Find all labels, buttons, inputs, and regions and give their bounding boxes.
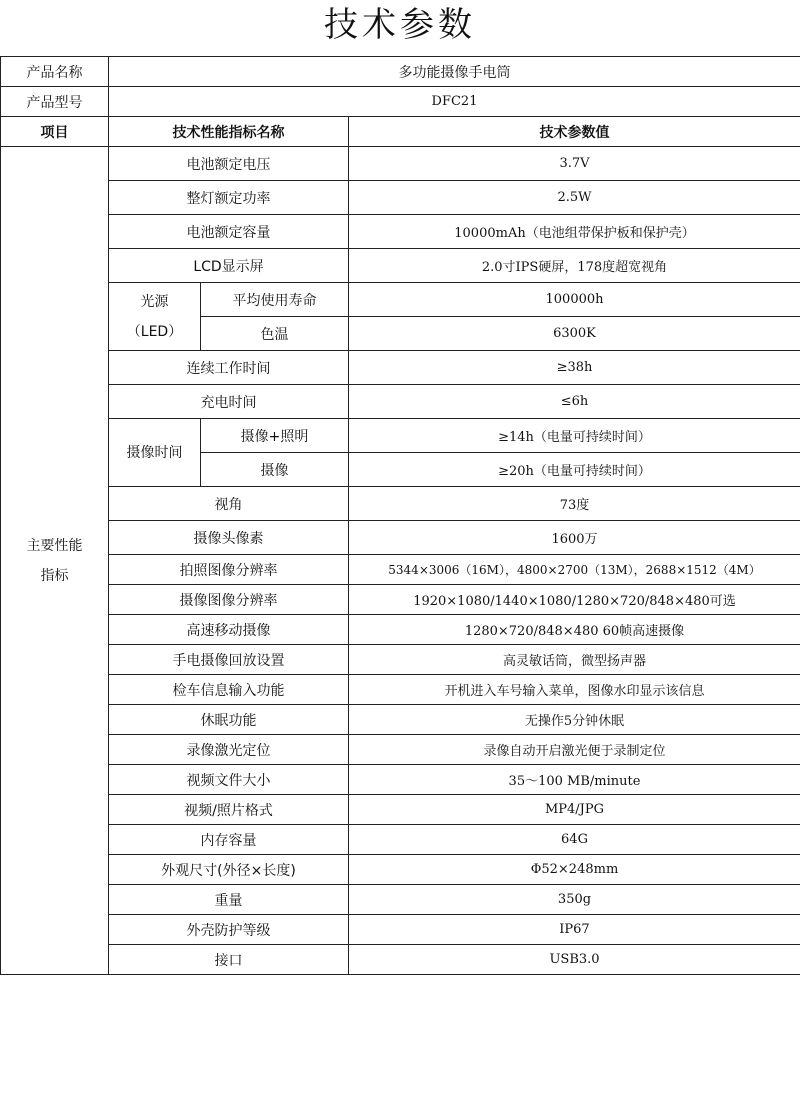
light-source-label-line: （LED） (126, 323, 183, 340)
spec-name: 摄像图像分辨率 (109, 585, 349, 615)
table-row (1, 645, 800, 675)
spec-name: 外观尺寸(外径×长度) (109, 855, 349, 885)
product-name-value: 多功能摄像手电筒 (109, 57, 800, 87)
group-label-line: 指标 (40, 567, 69, 584)
header-spec-value: 技术参数值 (349, 117, 800, 147)
spec-value: ≥14h（电量可持续时间） (349, 419, 800, 453)
light-source-label (109, 283, 201, 351)
table-row (1, 855, 800, 885)
spec-name: 休眠功能 (109, 705, 349, 735)
spec-name: 连续工作时间 (109, 351, 349, 385)
table-row (1, 147, 800, 181)
spec-name: 手电摄像回放设置 (109, 645, 349, 675)
spec-name: 摄像 (201, 453, 349, 487)
product-model-label: 产品型号 (1, 87, 109, 117)
table-row (1, 825, 800, 855)
product-name-label: 产品名称 (1, 57, 109, 87)
light-source-label-line: 光源 (140, 293, 169, 310)
table-row (1, 585, 800, 615)
table-row (1, 765, 800, 795)
table-row (1, 885, 800, 915)
table-row (1, 419, 800, 453)
spec-value: USB3.0 (349, 945, 800, 975)
spec-name: 内存容量 (109, 825, 349, 855)
spec-value: 1280×720/848×480 60帧高速摄像 (349, 615, 800, 645)
table-row (1, 181, 800, 215)
table-row (1, 283, 800, 317)
spec-value: 100000h (349, 283, 800, 317)
header-spec-name: 技术性能指标名称 (109, 117, 349, 147)
spec-value: 5344×3006（16M），4800×2700（13M），2688×1512（4M） (349, 555, 800, 585)
table-row (1, 705, 800, 735)
table-row (1, 795, 800, 825)
table-row (1, 351, 800, 385)
spec-name: 充电时间 (109, 385, 349, 419)
table-row (1, 487, 800, 521)
table-row (1, 249, 800, 283)
spec-value: 350g (349, 885, 800, 915)
header-row (1, 117, 800, 147)
spec-value: 3.7V (349, 147, 800, 181)
table-row (1, 615, 800, 645)
spec-name: 拍照图像分辨率 (109, 555, 349, 585)
spec-value: 开机进入车号输入菜单，图像水印显示该信息 (349, 675, 800, 705)
table-row (1, 385, 800, 419)
spec-value: 1600万 (349, 521, 800, 555)
spec-name: 电池额定电压 (109, 147, 349, 181)
table-row (1, 521, 800, 555)
table-row (1, 915, 800, 945)
spec-name: 高速移动摄像 (109, 615, 349, 645)
group-label-line: 主要性能 (26, 537, 83, 554)
spec-name: 检车信息输入功能 (109, 675, 349, 705)
table-row (1, 57, 800, 87)
spec-name: 视角 (109, 487, 349, 521)
spec-value: ≤6h (349, 385, 800, 419)
group-label-main (1, 147, 109, 975)
spec-name: 录像激光定位 (109, 735, 349, 765)
spec-value: 高灵敏话筒，微型扬声器 (349, 645, 800, 675)
spec-value: ≥20h（电量可持续时间） (349, 453, 800, 487)
table-row (1, 87, 800, 117)
table-row (1, 735, 800, 765)
record-time-label: 摄像时间 (109, 419, 201, 487)
spec-value: 10000mAh（电池组带保护板和保护壳） (349, 215, 800, 249)
spec-value: 无操作5分钟休眠 (349, 705, 800, 735)
table-row (1, 675, 800, 705)
spec-value: 2.5W (349, 181, 800, 215)
spec-name: 外壳防护等级 (109, 915, 349, 945)
spec-name: 整灯额定功率 (109, 181, 349, 215)
spec-value: IP67 (349, 915, 800, 945)
spec-value: 64G (349, 825, 800, 855)
spec-name: 视频/照片格式 (109, 795, 349, 825)
spec-value: 35～100 MB/minute (349, 765, 800, 795)
spec-name: 重量 (109, 885, 349, 915)
spec-value: MP4/JPG (349, 795, 800, 825)
spec-value: Φ52×248mm (349, 855, 800, 885)
table-row (1, 945, 800, 975)
spec-name: 平均使用寿命 (201, 283, 349, 317)
spec-table (0, 56, 800, 975)
page-title: 技术参数 (324, 5, 476, 45)
spec-value: 6300K (349, 317, 800, 351)
spec-name: 视频文件大小 (109, 765, 349, 795)
spec-name: 色温 (201, 317, 349, 351)
table-row (1, 215, 800, 249)
spec-value: ≥38h (349, 351, 800, 385)
header-item: 项目 (1, 117, 109, 147)
table-row (1, 555, 800, 585)
spec-name: 摄像头像素 (109, 521, 349, 555)
spec-value: 2.0寸IPS硬屏，178度超宽视角 (349, 249, 800, 283)
spec-value: 73度 (349, 487, 800, 521)
spec-value: 录像自动开启激光便于录制定位 (349, 735, 800, 765)
product-model-value: DFC21 (109, 87, 800, 117)
spec-value: 1920×1080/1440×1080/1280×720/848×480可选 (349, 585, 800, 615)
spec-name: 电池额定容量 (109, 215, 349, 249)
spec-name: LCD显示屏 (109, 249, 349, 283)
spec-name: 摄像+照明 (201, 419, 349, 453)
spec-name: 接口 (109, 945, 349, 975)
